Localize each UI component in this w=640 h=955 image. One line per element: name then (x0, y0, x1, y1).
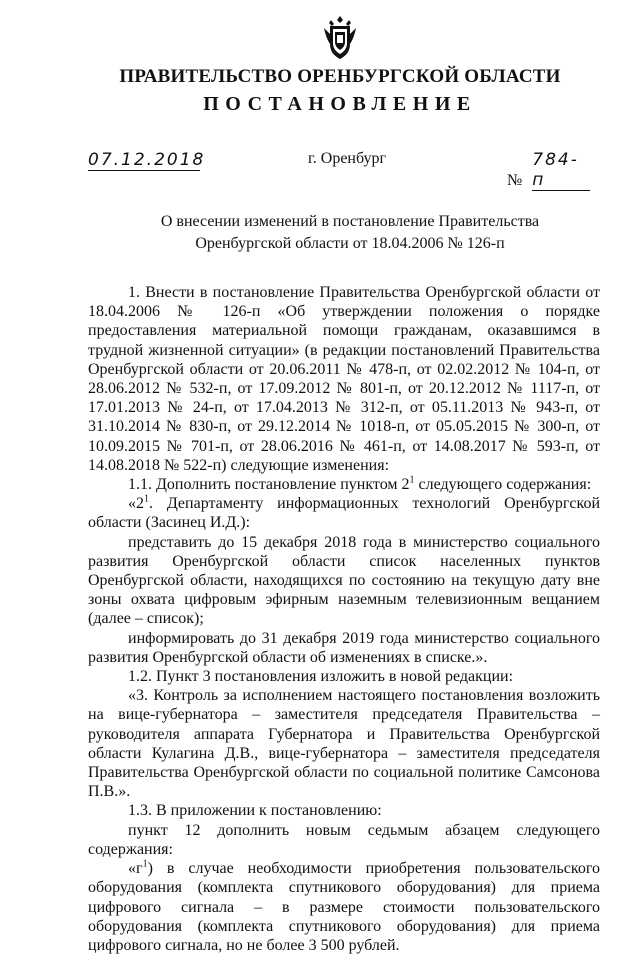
superscript: 1 (409, 474, 415, 486)
document-number (507, 150, 590, 190)
coat-of-arms-emblem (322, 14, 358, 62)
paragraph-1-1-text: 1.1. Дополнить постановление пунктом 2 (128, 476, 410, 494)
paragraph-g1 (88, 859, 600, 955)
paragraph-inform-changes: информировать до 31 декабря 2019 года министерство социального развития Оренбургской области об изменениях в списке.». (88, 629, 600, 666)
date-value: 07.12.2018 (88, 150, 206, 170)
document-city: г. Оренбург (308, 150, 387, 167)
paragraph-1-1 (88, 475, 600, 494)
paragraph-g1-text: ) в случае необходимости приобретения пользовательского оборудования (комплекта спутникового оборудования) для приема цифрового сигнала – в размере стоимости пользовательского оборудования (комплекта спутникового оборудования) для приема цифрового сигнала, но не более 3 500 рублей. (88, 860, 600, 954)
document-type-title: ПОСТАНОВЛЕНИЕ (203, 93, 477, 115)
number-value: 784-п (532, 150, 590, 191)
organization-title: ПРАВИТЕЛЬСТВО ОРЕНБУРГСКОЙ ОБЛАСТИ (119, 66, 561, 87)
document-date (88, 150, 206, 174)
paragraph-submit-list: представить до 15 декабря 2018 года в министерство социального развития Оренбургской области список населенных пунктов Оренбургской области, находящихся по состоянию на текущую дату вне зоны охвата цифровым эфирным наземным телевизионным вещанием (далее – список); (88, 533, 600, 628)
paragraph-1-2: 1.2. Пункт 3 постановления изложить в новой редакции: (128, 668, 514, 686)
paragraph-2-1 (88, 494, 600, 532)
superscript: 1 (144, 493, 149, 505)
number-prefix: № (507, 172, 523, 189)
subject-line-2: Оренбургской области от 18.04.2006 № 126-п (195, 235, 505, 252)
subject-line-1: О внесении изменений в постановление Правительства (160, 213, 540, 230)
document-body (88, 283, 600, 955)
paragraph-item-12: пункт 12 дополнить новым седьмым абзацем следующего содержания: (88, 821, 600, 858)
paragraph-3-new: «3. Контроль за исполнением настоящего постановления возложить на вице-губернатора – заместителя председателя Правительства – руководителя аппарата Губернатора и Правительства Оренбургской области Кулагина Д.В., вице-губернатора – заместителя председателя Правительства Оренбургской области по социальной политике Самсонова П.В.». (88, 687, 600, 801)
paragraph-1-3: 1.3. В приложении к постановлению: (128, 802, 382, 820)
paragraph-g1-start: «г (128, 860, 143, 878)
paragraph-1: 1. Внести в постановление Правительства Оренбургской области от 18.04.2006 № 126-п «Об утверждении положения о порядке предоставления материальной помощи гражданам, оказавшимся в трудной жизненной ситуации» (в редакции постановлений Правительства Оренбургской области от 20.06.2011 № 478-п, от 02.02.2012 № 104-п, от 28.06.2012 № 532-п, от 17.09.2012 № 801-п, от 20.12.2012 № 1117-п, от 17.01.2013 № 24-п, от 17.04.2013 № 312-п, от 05.11.2013 № 943-п, от 31.10.2014 № 830-п, от 29.12.2014 № 1018-п, от 05.05.2015 № 300-п, от 10.09.2015 № 701-п, от 28.06.2016 № 461-п, от 14.08.2017 № 593-п, от 14.08.2018 № 522-п) следующие изменения: (88, 284, 600, 474)
document-subject (140, 211, 560, 255)
paragraph-1-1-text-end: следующего содержания: (414, 476, 592, 494)
superscript: 1 (142, 858, 148, 870)
paragraph-2-1-start: «2 (128, 495, 144, 513)
paragraph-2-1-text: . Департаменту информационных технологий Оренбургской области (Засинец И.Д.): (88, 495, 600, 532)
